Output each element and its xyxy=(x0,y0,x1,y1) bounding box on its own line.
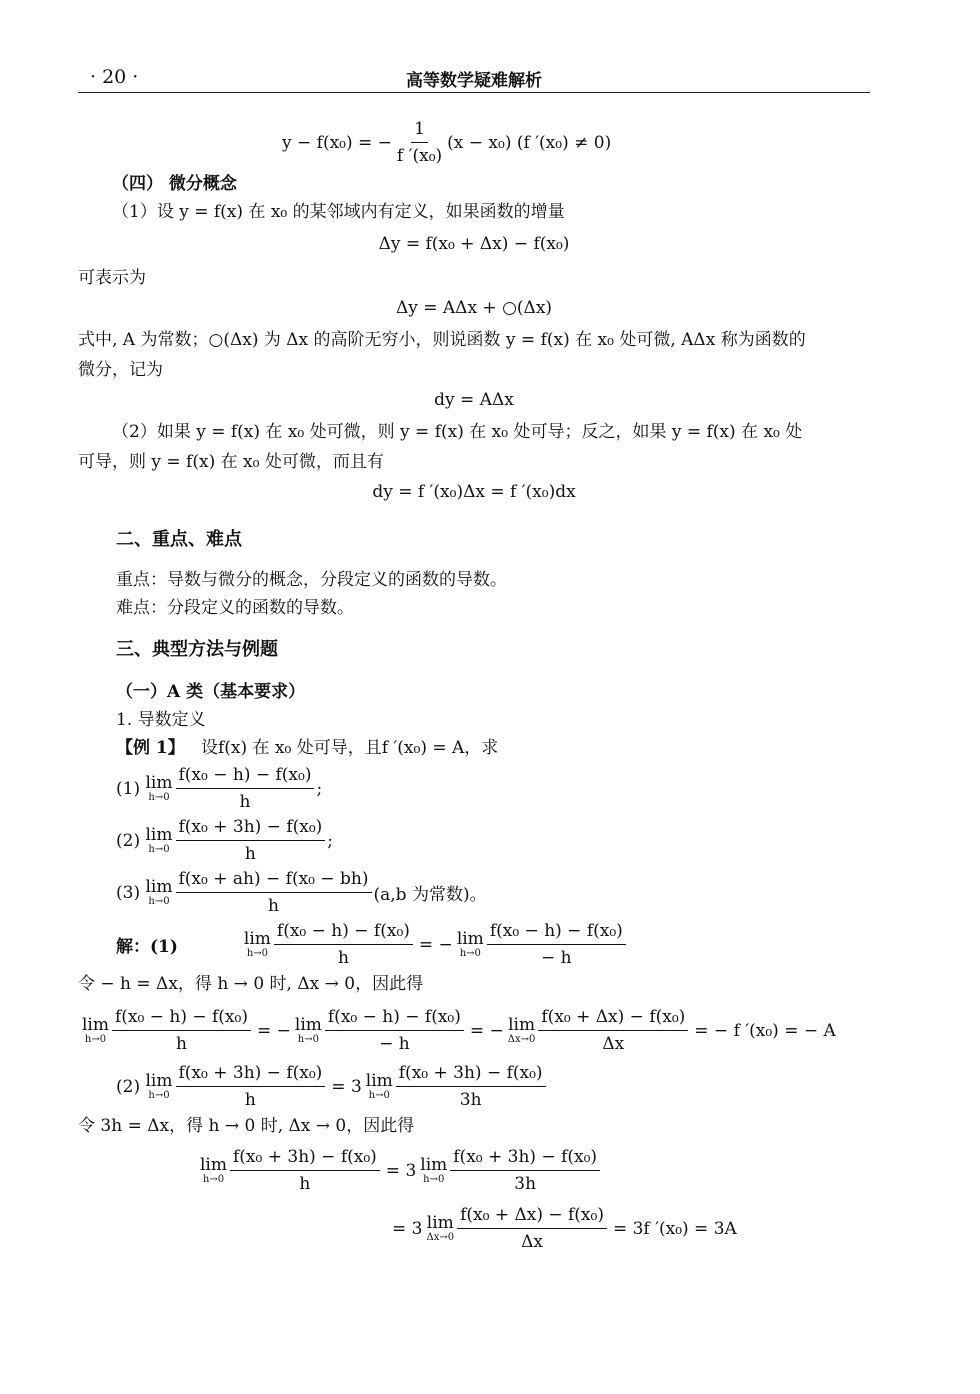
numerator: f(x₀ − h) − f(x₀) xyxy=(176,764,315,789)
fraction xyxy=(274,920,413,969)
section-heading-methods: 三、典型方法与例题 xyxy=(116,639,278,660)
lim-sub: h→0 xyxy=(84,1034,107,1045)
paragraph: 难点：分段定义的函数的导数。 xyxy=(116,598,354,618)
lim-sub: h→0 xyxy=(246,948,269,959)
lim-word: lim xyxy=(82,1015,109,1035)
lim-sub: Δx→0 xyxy=(507,1034,536,1045)
fraction xyxy=(176,868,372,917)
numerator: f(x₀ + 3h) − f(x₀) xyxy=(176,1062,326,1087)
lim-word: lim xyxy=(420,1155,448,1175)
equation-part: = 3f ′(x₀) = 3A xyxy=(612,1218,737,1239)
result-3 xyxy=(392,1204,737,1253)
lim-sub: h→0 xyxy=(368,1090,390,1101)
fraction xyxy=(487,920,626,969)
equation-part: ; xyxy=(327,830,334,851)
numerator: f(x₀ − h) − f(x₀) xyxy=(487,920,626,945)
limit xyxy=(146,1072,173,1101)
limit xyxy=(146,826,173,855)
question-2 xyxy=(116,816,333,865)
fraction xyxy=(457,1204,607,1253)
question-label: (2) xyxy=(116,830,141,851)
limit xyxy=(420,1156,447,1185)
result-1 xyxy=(82,1006,836,1055)
equation: Δy = AΔx + ○(Δx) xyxy=(395,298,553,318)
fraction xyxy=(394,118,445,167)
lim-word: lim xyxy=(294,1015,322,1035)
book-title: 高等数学疑难解析 xyxy=(406,71,542,91)
numerator: f(x₀ − h) − f(x₀) xyxy=(274,920,413,945)
lim-sub: h→0 xyxy=(202,1174,225,1185)
limit xyxy=(200,1156,227,1185)
fraction xyxy=(112,1006,251,1055)
denominator: h xyxy=(268,896,279,916)
numerator: f(x₀ + 3h) − f(x₀) xyxy=(396,1062,546,1087)
numerator: f(x₀ + 3h) − f(x₀) xyxy=(450,1146,600,1171)
denominator: Δx xyxy=(602,1034,625,1054)
denominator: h xyxy=(244,1090,256,1110)
denominator: h xyxy=(239,792,251,812)
lim-word: lim xyxy=(456,929,484,949)
example-text: 设f(x) 在 x₀ 处可导，且f ′(x₀) = A，求 xyxy=(200,738,499,758)
numerator: f(x₀ − h) − f(x₀) xyxy=(325,1006,464,1031)
lim-sub: h→0 xyxy=(297,1034,319,1045)
numerator: 1 xyxy=(411,118,428,143)
lim-sub: h→0 xyxy=(148,844,170,855)
equation-part: = − xyxy=(418,934,453,955)
fraction xyxy=(538,1006,688,1055)
limit xyxy=(244,930,271,959)
lim-word: lim xyxy=(145,877,173,897)
limit xyxy=(366,1072,393,1101)
limit xyxy=(146,878,173,907)
denominator: Δx xyxy=(521,1232,543,1252)
question-1 xyxy=(116,764,322,813)
section-heading-key-points: 二、重点、难点 xyxy=(116,529,242,550)
lim-word: lim xyxy=(426,1213,454,1233)
solution-2 xyxy=(116,1062,548,1111)
denominator: h xyxy=(337,948,349,968)
fraction xyxy=(325,1006,464,1055)
fraction xyxy=(176,816,326,865)
numerator: f(x₀ + Δx) − f(x₀) xyxy=(538,1006,688,1031)
paragraph: 微分，记为 xyxy=(78,360,163,380)
lim-sub: h→0 xyxy=(148,896,170,907)
solution-label: (2) xyxy=(116,1076,141,1097)
denominator: h xyxy=(244,844,256,864)
limit xyxy=(457,930,484,959)
numerator: f(x₀ + 3h) − f(x₀) xyxy=(230,1146,380,1171)
subsection-heading: （一）A 类（基本要求） xyxy=(116,682,306,702)
paragraph: 重点：导数与微分的概念，分段定义的函数的导数。 xyxy=(116,570,507,590)
limit xyxy=(146,774,173,803)
lim-word: lim xyxy=(145,1071,173,1091)
numerator: f(x₀ + ah) − f(x₀ − bh) xyxy=(176,868,372,893)
item-heading: 1. 导数定义 xyxy=(116,710,206,730)
paragraph: 令 − h = Δx，得 h → 0 时, Δx → 0，因此得 xyxy=(78,974,424,994)
numerator: f(x₀ + Δx) − f(x₀) xyxy=(457,1204,607,1229)
equation-normal-line xyxy=(282,118,611,167)
lim-sub: h→0 xyxy=(148,1090,170,1101)
question-3 xyxy=(116,868,487,917)
denominator: h xyxy=(299,1174,311,1194)
equation-part: = 3 xyxy=(392,1218,423,1239)
lim-word: lim xyxy=(200,1155,227,1175)
equation-part: = 3 xyxy=(385,1160,417,1181)
fraction xyxy=(176,764,315,813)
fraction xyxy=(450,1146,600,1195)
lim-sub: h→0 xyxy=(148,792,170,803)
equation-part: ; xyxy=(316,778,323,799)
page-header xyxy=(78,62,870,93)
denominator: 3h xyxy=(514,1174,537,1194)
equation-part: = 3 xyxy=(331,1076,362,1097)
question-label: (3) xyxy=(116,882,141,903)
question-label: (1) xyxy=(116,778,141,799)
denominator: f ′(x₀) xyxy=(396,146,443,166)
numerator: f(x₀ + 3h) − f(x₀) xyxy=(176,816,326,841)
limit xyxy=(508,1016,536,1045)
section-heading-differential: （四） 微分概念 xyxy=(112,174,237,194)
equation-part: (a,b 为常数)。 xyxy=(373,885,487,905)
paragraph: 可表示为 xyxy=(78,268,146,288)
lim-sub: Δx→0 xyxy=(426,1232,455,1243)
paragraph: （2）如果 y = f(x) 在 x₀ 处可微，则 y = f(x) 在 x₀ 处可导；反之，如果 y = f(x) 在 x₀ 处 xyxy=(112,422,803,442)
lim-word: lim xyxy=(145,825,173,845)
example-1 xyxy=(116,736,498,760)
equation-part: = − xyxy=(469,1020,504,1041)
paragraph: 令 3h = Δx，得 h → 0 时, Δx → 0，因此得 xyxy=(78,1116,415,1136)
equation: Δy = f(x₀ + Δx) − f(x₀) xyxy=(378,234,570,254)
equation-part: = − f ′(x₀) = − A xyxy=(694,1020,836,1041)
numerator: f(x₀ − h) − f(x₀) xyxy=(112,1006,251,1031)
lim-word: lim xyxy=(243,929,271,949)
lim-sub: h→0 xyxy=(459,948,481,959)
lim-word: lim xyxy=(365,1071,393,1091)
equation-part: y − f(x₀) = − xyxy=(282,132,392,153)
limit xyxy=(82,1016,109,1045)
denominator: − h xyxy=(541,948,572,968)
equation-part: (x − x₀) (f ′(x₀) ≠ 0) xyxy=(447,132,612,153)
example-label: 【例 1】 xyxy=(116,738,185,758)
denominator: − h xyxy=(379,1034,410,1054)
paragraph: 式中, A 为常数；○(Δx) 为 Δx 的高阶无穷小，则说函数 y = f(x) 在 x₀ 处可微, AΔx 称为函数的 xyxy=(78,330,806,350)
equation-part: = − xyxy=(256,1020,291,1041)
solution-label: 解：(1) xyxy=(116,937,178,957)
equation: dy = f ′(x₀)Δx = f ′(x₀)dx xyxy=(372,482,576,502)
lim-sub: h→0 xyxy=(423,1174,445,1185)
limit xyxy=(426,1214,454,1243)
result-2 xyxy=(200,1146,602,1195)
paragraph: （1）设 y = f(x) 在 x₀ 的某邻域内有定义，如果函数的增量 xyxy=(112,202,565,222)
equation: dy = AΔx xyxy=(434,390,514,410)
fraction xyxy=(176,1062,326,1111)
lim-word: lim xyxy=(508,1015,536,1035)
fraction xyxy=(230,1146,380,1195)
solution-1 xyxy=(116,920,628,969)
page-number: · 20 · xyxy=(90,66,139,88)
lim-word: lim xyxy=(145,773,173,793)
limit xyxy=(295,1016,322,1045)
denominator: h xyxy=(176,1034,187,1054)
denominator: 3h xyxy=(459,1090,482,1110)
fraction xyxy=(396,1062,546,1111)
paragraph: 可导，则 y = f(x) 在 x₀ 处可微，而且有 xyxy=(78,452,384,472)
